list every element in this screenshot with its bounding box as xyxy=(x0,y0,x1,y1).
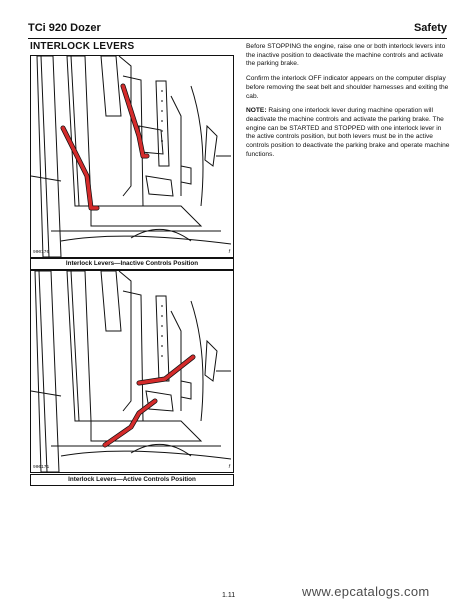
page-number: 1.11 xyxy=(222,592,236,599)
header-rule xyxy=(28,38,447,39)
paragraph-note xyxy=(246,107,452,159)
manual-title: TCi 920 Dozer xyxy=(28,22,101,34)
note-text: Raising one interlock lever during machine operation will deactivate the machine controls and activate the parking brake. The engine can be STARTED and STOPPED with one interlock lever in the active controls position, but both levers must be in the active controls position to deactivate the parking brake and operate machine functions. xyxy=(246,107,450,158)
figure-mark: f xyxy=(228,464,230,470)
figure-mark: f xyxy=(228,249,230,255)
illustration-inactive xyxy=(31,56,233,257)
illustration-active xyxy=(31,271,233,472)
figure-inactive-levers xyxy=(30,55,234,258)
chapter-title: Safety xyxy=(413,22,447,34)
figure-active-levers xyxy=(30,270,234,473)
paragraph-stopping: Before STOPPING the engine, raise one or both interlock levers into the inactive position to deactivate the machine controls and activate the parking brake. xyxy=(246,43,446,68)
section-title: INTERLOCK LEVERS xyxy=(30,41,135,52)
paragraph-confirm: Confirm the interlock OFF indicator appears on the computer display before removing the seat belt and shoulder harnesses and exiting the cab. xyxy=(246,75,449,100)
figure-caption-active: Interlock Levers—Active Controls Position xyxy=(30,474,234,486)
watermark: www.epcatalogs.com xyxy=(302,584,430,599)
note-label: NOTE: xyxy=(246,107,267,115)
figure-caption-inactive: Interlock Levers—Inactive Controls Position xyxy=(30,258,234,270)
body-text xyxy=(246,43,452,165)
page-header xyxy=(28,22,447,38)
figure-id: 900171 xyxy=(33,465,50,470)
figure-id: 900170 xyxy=(33,250,50,255)
